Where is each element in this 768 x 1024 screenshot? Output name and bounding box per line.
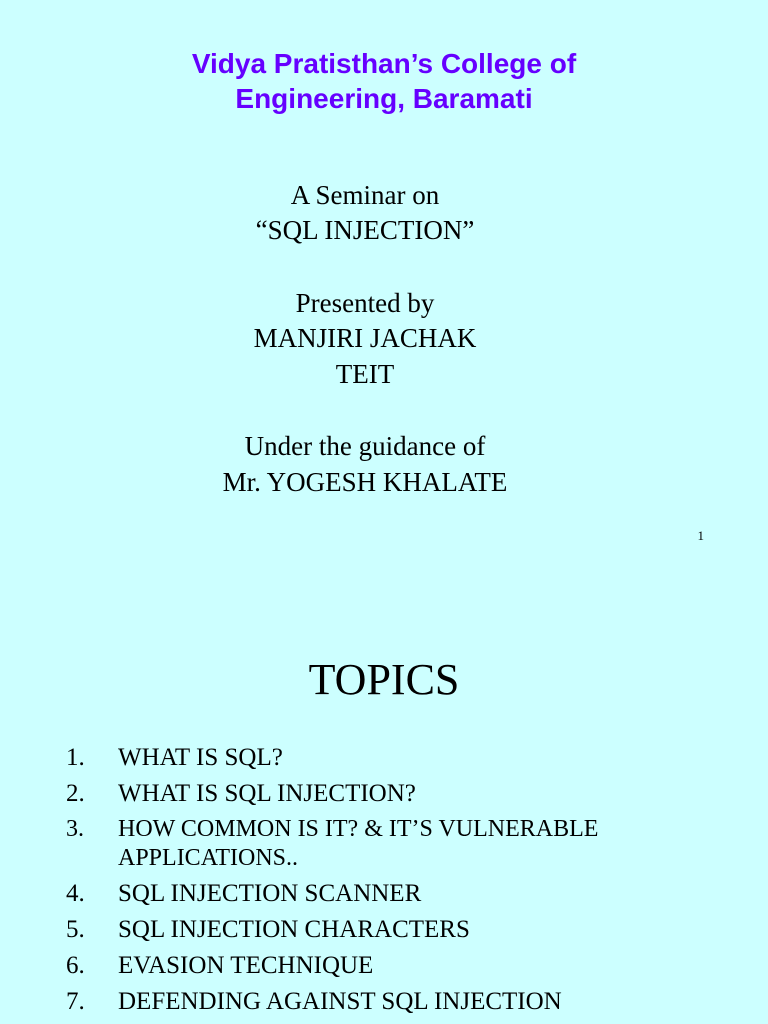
list-item-number: 7. <box>66 988 85 1015</box>
list-item-text: SQL INJECTION SCANNER <box>118 880 422 907</box>
list-item <box>66 951 598 981</box>
list-item-number: 3. <box>66 816 84 842</box>
presenter-class: TEIT <box>335 359 395 389</box>
list-item <box>66 815 598 873</box>
topics-slide <box>0 575 768 1024</box>
list-item-text: WHAT IS SQL INJECTION? <box>118 780 416 807</box>
list-item <box>66 987 598 1017</box>
list-item-number: 1. <box>66 744 85 771</box>
list-item-text-line-2: APPLICATIONS.. <box>118 845 299 871</box>
slide-number: 1 <box>697 528 704 543</box>
list-item <box>66 879 598 909</box>
seminar-topic: “SQL INJECTION” <box>255 215 475 245</box>
topics-list <box>66 743 598 1023</box>
list-item-number: 6. <box>66 952 85 979</box>
list-item <box>66 779 598 809</box>
list-item-text: SQL INJECTION CHARACTERS <box>118 916 470 943</box>
topics-title: TOPICS <box>308 655 460 704</box>
list-item <box>66 743 598 773</box>
presenter-name: MANJIRI JACHAK <box>253 323 477 353</box>
guidance-label: Under the guidance of <box>244 431 486 461</box>
list-item-text-line-1: HOW COMMON IS IT? & IT’S VULNERABLE <box>118 816 599 842</box>
list-item-text: WHAT IS SQL? <box>118 744 283 771</box>
college-name-line-2: Engineering, Baramati <box>235 83 533 114</box>
guide-name: Mr. YOGESH KHALATE <box>222 467 508 497</box>
presented-by-label: Presented by <box>295 288 435 318</box>
list-item-text: DEFENDING AGAINST SQL INJECTION <box>118 988 562 1015</box>
college-name <box>0 46 768 116</box>
list-item-number: 5. <box>66 916 85 943</box>
list-item-text: EVASION TECHNIQUE <box>118 952 374 979</box>
list-item <box>66 915 598 945</box>
college-name-line-1: Vidya Pratisthan’s College of <box>191 48 577 79</box>
seminar-intro: A Seminar on <box>290 180 440 210</box>
list-item-number: 2. <box>66 780 85 807</box>
list-item-number: 4. <box>66 880 85 907</box>
